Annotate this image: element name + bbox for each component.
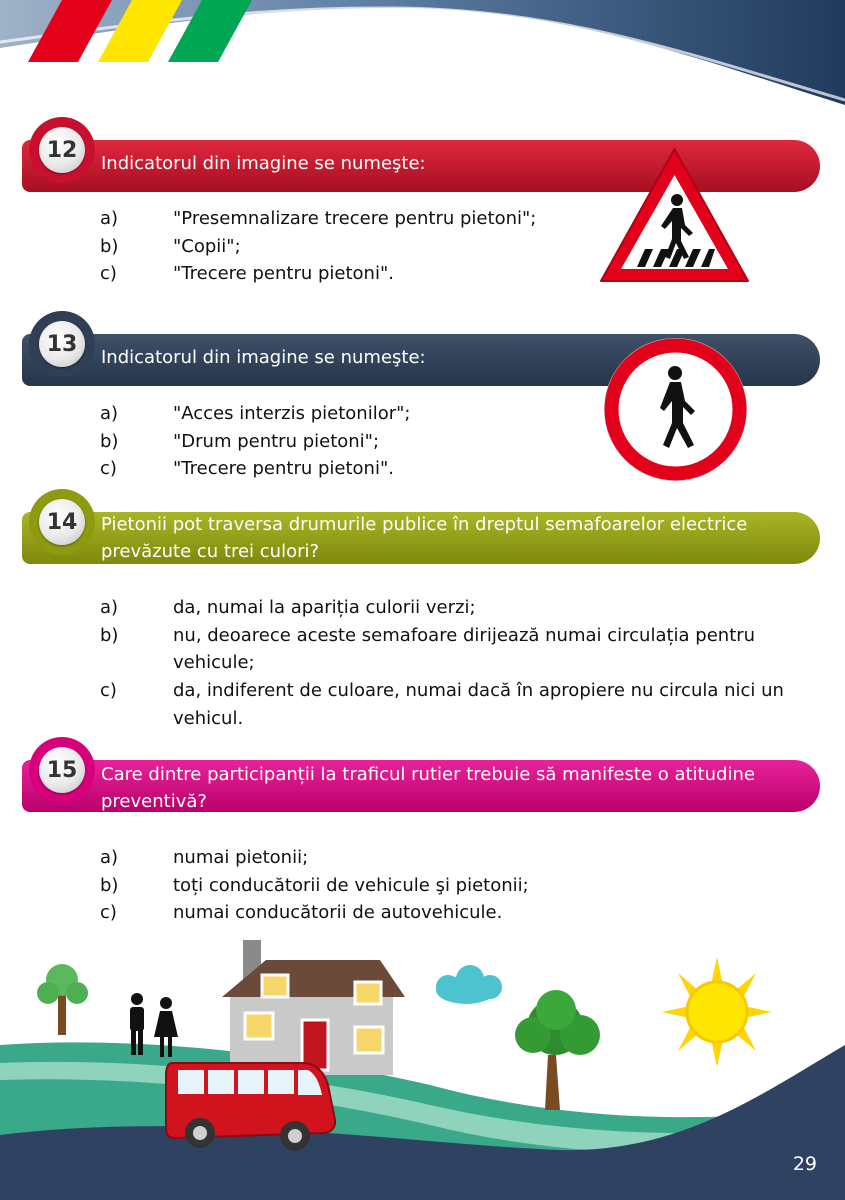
answer-letter: c) <box>100 902 117 923</box>
answer-text: "Presemnalizare trecere pentru pietoni"; <box>173 208 537 229</box>
sun-icon <box>662 957 772 1067</box>
question-text-12: Indicatorul din imagine se numeşte: <box>101 153 426 174</box>
tree-icon <box>515 990 600 1110</box>
question-text-13: Indicatorul din imagine se numeşte: <box>101 347 426 368</box>
answer-text: numai conducătorii de autovehicule. <box>173 902 503 923</box>
answer-text: "Trecere pentru pietoni". <box>173 458 394 479</box>
answer-text: numai pietonii; <box>173 847 309 868</box>
answer-text: nu, deoarece aceste semafoare dirijează numai circulația pentru vehicule; <box>173 624 756 673</box>
no-pedestrians-sign-icon <box>603 337 748 482</box>
question-badge-13 <box>29 311 95 377</box>
question-number-15: 15 <box>39 747 85 793</box>
cloud-icon <box>436 965 502 1004</box>
answer-text: "Trecere pentru pietoni". <box>173 263 394 284</box>
answer-text: da, numai la apariția culorii verzi; <box>173 597 476 618</box>
answer-letter: a) <box>100 403 119 424</box>
house-icon <box>222 940 405 1075</box>
answer-letter: a) <box>100 847 119 868</box>
answer-text: da, indiferent de culoare, numai dacă în apropiere nu circula nici un vehicul. <box>173 680 784 729</box>
answer-letter: a) <box>100 597 119 618</box>
answer-letter: c) <box>100 458 117 479</box>
header-decoration <box>0 0 845 120</box>
pedestrian-crossing-warning-sign-icon <box>597 145 752 285</box>
footer-illustration <box>0 935 845 1200</box>
question-text-14: Pietonii pot traversa drumurile publice în dreptul semafoarelor electrice prevăzute cu trei culori? <box>101 514 748 562</box>
answer-text: "Drum pentru pietoni"; <box>173 430 380 452</box>
question-number-13: 13 <box>39 321 85 367</box>
answer-text: toți conducătorii de vehicule şi pietonii; <box>173 874 529 896</box>
question-number-14: 14 <box>39 499 85 545</box>
answer-text: "Acces interzis pietonilor"; <box>173 403 411 424</box>
answer-letter: a) <box>100 208 119 229</box>
answer-letter: b) <box>100 874 119 896</box>
question-badge-12 <box>29 117 95 183</box>
question-badge-14 <box>29 489 95 555</box>
page-number: 29 <box>792 1153 817 1175</box>
answer-letter: b) <box>100 624 119 646</box>
answer-letter: c) <box>100 263 117 284</box>
answer-letter: b) <box>100 235 119 257</box>
question-badge-15 <box>29 737 95 803</box>
question-text-15: Care dintre participanții la traficul rutier trebuie să manifeste o atitudine preventivă? <box>101 764 755 812</box>
answer-list-14 <box>0 594 845 734</box>
answer-letter: c) <box>100 680 117 701</box>
answer-letter: b) <box>100 430 119 452</box>
tree-icon <box>37 964 88 1035</box>
answer-text: "Copii"; <box>173 235 241 257</box>
question-number-12: 12 <box>39 127 85 173</box>
answer-list-15 <box>0 844 845 927</box>
